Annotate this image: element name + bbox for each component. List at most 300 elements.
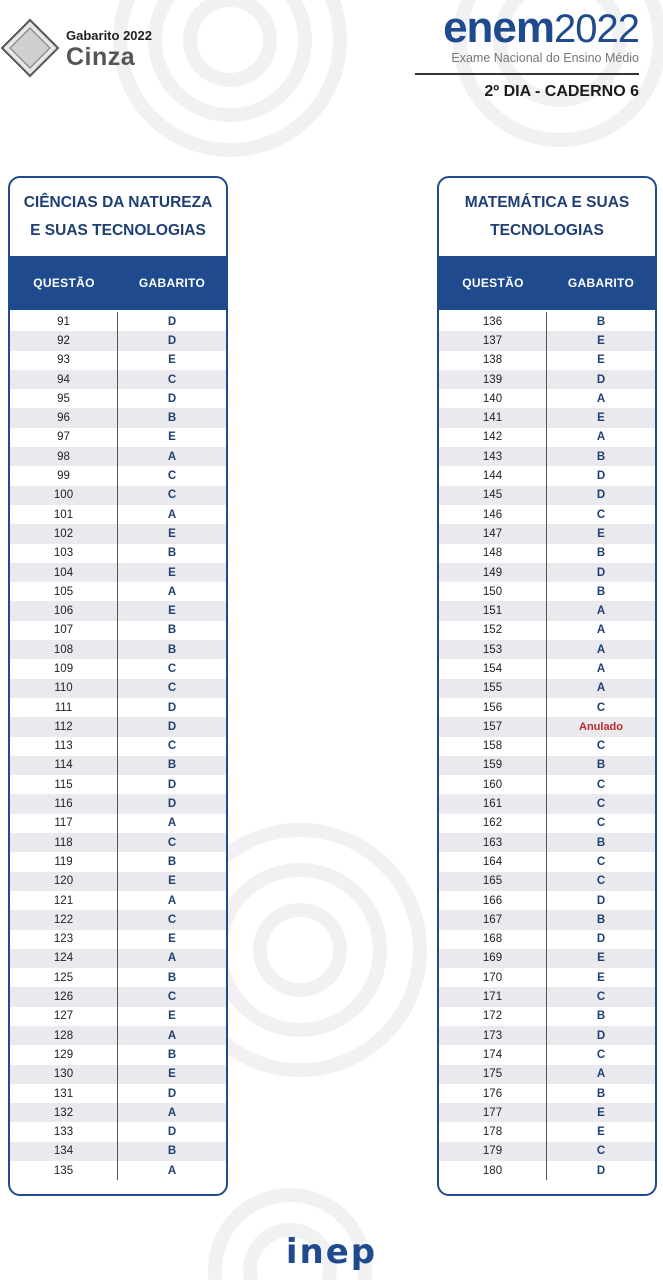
question-number: 180 bbox=[439, 1161, 547, 1180]
table-row bbox=[439, 466, 655, 485]
question-number: 121 bbox=[10, 891, 118, 910]
table-row bbox=[10, 1161, 226, 1180]
question-number: 168 bbox=[439, 930, 547, 949]
answer-key: A bbox=[596, 392, 606, 405]
answer-key: C bbox=[167, 682, 177, 695]
answer-key: E bbox=[168, 1010, 176, 1023]
table-row bbox=[10, 872, 226, 891]
table-row bbox=[439, 505, 655, 524]
table-row bbox=[439, 486, 655, 505]
table-row bbox=[439, 331, 655, 350]
question-number: 123 bbox=[10, 930, 118, 949]
question-number: 158 bbox=[439, 737, 547, 756]
table-row bbox=[10, 524, 226, 543]
question-number: 137 bbox=[439, 331, 547, 350]
answer-key: A bbox=[596, 643, 606, 656]
table-row bbox=[10, 601, 226, 620]
answer-key: C bbox=[596, 817, 606, 830]
column-header-question: QUESTÃO bbox=[462, 276, 524, 290]
answer-key: B bbox=[596, 315, 606, 328]
answer-key: B bbox=[167, 1048, 177, 1061]
question-number: 153 bbox=[439, 640, 547, 659]
question-number: 92 bbox=[10, 331, 118, 350]
question-number: 132 bbox=[10, 1103, 118, 1122]
question-number: 144 bbox=[439, 466, 547, 485]
table-row bbox=[439, 659, 655, 678]
question-number: 113 bbox=[10, 737, 118, 756]
table-row bbox=[10, 1065, 226, 1084]
answer-key: D bbox=[167, 720, 177, 733]
table-row bbox=[10, 679, 226, 698]
badge-title: Gabarito 2022 bbox=[66, 28, 152, 43]
table-row bbox=[439, 1065, 655, 1084]
answer-key: E bbox=[168, 933, 176, 946]
answer-key: A bbox=[596, 605, 606, 618]
question-number: 101 bbox=[10, 505, 118, 524]
answer-key: D bbox=[596, 489, 606, 502]
table-body bbox=[439, 310, 655, 1180]
answer-key: A bbox=[596, 624, 606, 637]
table-row bbox=[439, 447, 655, 466]
table-row bbox=[439, 775, 655, 794]
answer-key: D bbox=[167, 778, 177, 791]
table-row bbox=[439, 930, 655, 949]
enem-brand bbox=[409, 4, 639, 101]
answer-key: E bbox=[597, 971, 605, 984]
question-number: 169 bbox=[439, 949, 547, 968]
question-number: 134 bbox=[10, 1142, 118, 1161]
answer-key: A bbox=[167, 817, 177, 830]
question-number: 111 bbox=[10, 698, 118, 717]
answer-key: B bbox=[596, 1087, 606, 1100]
answer-key: D bbox=[596, 373, 606, 386]
table-row bbox=[10, 891, 226, 910]
table-row bbox=[10, 737, 226, 756]
badge-color: Cinza bbox=[66, 43, 136, 71]
question-number: 151 bbox=[439, 601, 547, 620]
answer-key: D bbox=[167, 334, 177, 347]
question-number: 124 bbox=[10, 949, 118, 968]
answer-key: B bbox=[167, 971, 177, 984]
question-number: 139 bbox=[439, 370, 547, 389]
question-number: 133 bbox=[10, 1122, 118, 1141]
table-row bbox=[439, 544, 655, 563]
question-number: 149 bbox=[439, 563, 547, 582]
table-row bbox=[10, 1026, 226, 1045]
table-row bbox=[439, 968, 655, 987]
question-number: 176 bbox=[439, 1084, 547, 1103]
table-row bbox=[439, 987, 655, 1006]
answer-key: E bbox=[597, 1126, 605, 1139]
header-divider bbox=[415, 73, 639, 75]
question-number: 103 bbox=[10, 544, 118, 563]
question-number: 119 bbox=[10, 852, 118, 871]
table-row bbox=[10, 930, 226, 949]
question-number: 161 bbox=[439, 794, 547, 813]
table-row bbox=[10, 1007, 226, 1026]
answer-key: B bbox=[167, 547, 177, 560]
question-number: 112 bbox=[10, 717, 118, 736]
question-number: 115 bbox=[10, 775, 118, 794]
answer-key: C bbox=[596, 1145, 606, 1158]
table-row bbox=[10, 987, 226, 1006]
answer-key: A bbox=[596, 1068, 606, 1081]
table-row bbox=[10, 447, 226, 466]
table-row bbox=[439, 370, 655, 389]
question-number: 140 bbox=[439, 389, 547, 408]
diamond-badge-icon bbox=[0, 18, 64, 78]
question-number: 175 bbox=[439, 1065, 547, 1084]
gabarito-badge bbox=[0, 18, 180, 78]
table-row bbox=[10, 621, 226, 640]
answer-key: E bbox=[168, 566, 176, 579]
table-matematica bbox=[437, 176, 657, 1196]
table-title bbox=[439, 178, 655, 256]
table-row bbox=[439, 351, 655, 370]
enem-logo bbox=[409, 4, 639, 53]
answer-key: D bbox=[167, 1087, 177, 1100]
question-number: 130 bbox=[10, 1065, 118, 1084]
table-row bbox=[10, 717, 226, 736]
answer-key: E bbox=[597, 354, 605, 367]
answer-annulled: Anulado bbox=[579, 720, 623, 733]
table-row bbox=[10, 331, 226, 350]
question-number: 156 bbox=[439, 698, 547, 717]
question-number: 142 bbox=[439, 428, 547, 447]
table-row bbox=[439, 428, 655, 447]
answer-key: D bbox=[596, 470, 606, 483]
table-row bbox=[439, 524, 655, 543]
question-number: 157 bbox=[439, 717, 547, 736]
question-number: 117 bbox=[10, 814, 118, 833]
table-row bbox=[439, 312, 655, 331]
answer-key: B bbox=[596, 1010, 606, 1023]
table-row bbox=[10, 698, 226, 717]
table-row bbox=[439, 1026, 655, 1045]
answer-key: B bbox=[596, 450, 606, 463]
table-row bbox=[439, 408, 655, 427]
table-row bbox=[10, 351, 226, 370]
question-number: 104 bbox=[10, 563, 118, 582]
answer-key: C bbox=[596, 875, 606, 888]
question-number: 148 bbox=[439, 544, 547, 563]
answer-key: A bbox=[167, 585, 177, 598]
question-number: 96 bbox=[10, 408, 118, 427]
answer-key: B bbox=[167, 855, 177, 868]
table-body bbox=[10, 310, 226, 1180]
table-row bbox=[439, 756, 655, 775]
table-row bbox=[439, 1161, 655, 1180]
answer-key: B bbox=[596, 547, 606, 560]
question-number: 155 bbox=[439, 679, 547, 698]
question-number: 172 bbox=[439, 1007, 547, 1026]
answer-key: A bbox=[596, 682, 606, 695]
answer-key: A bbox=[596, 662, 606, 675]
table-row bbox=[439, 1122, 655, 1141]
enem-subtitle: Exame Nacional do Ensino Médio bbox=[451, 51, 639, 65]
answer-key: B bbox=[167, 412, 177, 425]
table-row bbox=[439, 910, 655, 929]
answer-key: C bbox=[167, 740, 177, 753]
answer-key: C bbox=[596, 740, 606, 753]
question-number: 107 bbox=[10, 621, 118, 640]
table-row bbox=[439, 949, 655, 968]
table-row bbox=[10, 466, 226, 485]
answer-key: E bbox=[168, 875, 176, 888]
question-number: 106 bbox=[10, 601, 118, 620]
question-number: 127 bbox=[10, 1007, 118, 1026]
question-number: 108 bbox=[10, 640, 118, 659]
inep-logo: inep bbox=[285, 1232, 378, 1272]
answer-key: C bbox=[167, 991, 177, 1004]
table-row bbox=[10, 833, 226, 852]
table-row bbox=[439, 1007, 655, 1026]
table-row bbox=[10, 389, 226, 408]
answer-key: C bbox=[167, 489, 177, 502]
answer-key: B bbox=[167, 759, 177, 772]
answer-key: A bbox=[167, 508, 177, 521]
answer-key: C bbox=[596, 991, 606, 1004]
question-number: 102 bbox=[10, 524, 118, 543]
table-row bbox=[439, 833, 655, 852]
table-row bbox=[10, 794, 226, 813]
answer-key: C bbox=[596, 1048, 606, 1061]
question-number: 159 bbox=[439, 756, 547, 775]
table-row bbox=[439, 698, 655, 717]
table-row bbox=[10, 910, 226, 929]
question-number: 163 bbox=[439, 833, 547, 852]
table-title-line2: E SUAS TECNOLOGIAS bbox=[30, 222, 206, 239]
answer-key: D bbox=[167, 701, 177, 714]
question-number: 143 bbox=[439, 447, 547, 466]
table-row bbox=[439, 872, 655, 891]
table-row bbox=[439, 737, 655, 756]
question-number: 170 bbox=[439, 968, 547, 987]
table-row bbox=[10, 428, 226, 447]
table-row bbox=[10, 775, 226, 794]
question-number: 116 bbox=[10, 794, 118, 813]
column-header-question: QUESTÃO bbox=[33, 276, 95, 290]
answer-key: D bbox=[596, 1029, 606, 1042]
answer-key: B bbox=[167, 624, 177, 637]
question-number: 114 bbox=[10, 756, 118, 775]
table-row bbox=[10, 852, 226, 871]
answer-key: B bbox=[596, 759, 606, 772]
question-number: 91 bbox=[10, 312, 118, 331]
question-number: 145 bbox=[439, 486, 547, 505]
table-row bbox=[10, 582, 226, 601]
answer-key: C bbox=[167, 836, 177, 849]
question-number: 146 bbox=[439, 505, 547, 524]
question-number: 138 bbox=[439, 351, 547, 370]
answer-key: A bbox=[167, 1029, 177, 1042]
answer-key: D bbox=[596, 894, 606, 907]
answer-key: D bbox=[596, 566, 606, 579]
answer-key: D bbox=[167, 798, 177, 811]
question-number: 162 bbox=[439, 814, 547, 833]
question-number: 97 bbox=[10, 428, 118, 447]
table-row bbox=[439, 1103, 655, 1122]
question-number: 173 bbox=[439, 1026, 547, 1045]
table-row bbox=[10, 1103, 226, 1122]
question-number: 154 bbox=[439, 659, 547, 678]
enem-logo-year: 2022 bbox=[554, 7, 639, 51]
table-row bbox=[10, 1084, 226, 1103]
table-row bbox=[10, 370, 226, 389]
answer-key: C bbox=[596, 798, 606, 811]
answer-key: E bbox=[168, 354, 176, 367]
answer-key: E bbox=[597, 1106, 605, 1119]
table-title-line2: TECNOLOGIAS bbox=[490, 222, 604, 239]
answer-key: A bbox=[596, 431, 606, 444]
question-number: 135 bbox=[10, 1161, 118, 1180]
table-row bbox=[439, 640, 655, 659]
answer-key: E bbox=[597, 952, 605, 965]
table-ciencias-natureza bbox=[8, 176, 228, 1196]
table-row bbox=[439, 852, 655, 871]
question-number: 122 bbox=[10, 910, 118, 929]
question-number: 95 bbox=[10, 389, 118, 408]
answer-key: D bbox=[167, 1126, 177, 1139]
table-title bbox=[10, 178, 226, 256]
table-row bbox=[10, 814, 226, 833]
table-row bbox=[439, 794, 655, 813]
table-row bbox=[439, 389, 655, 408]
question-number: 160 bbox=[439, 775, 547, 794]
answer-key: D bbox=[596, 933, 606, 946]
answer-key: C bbox=[167, 470, 177, 483]
table-row bbox=[10, 312, 226, 331]
question-number: 99 bbox=[10, 466, 118, 485]
answer-key: C bbox=[596, 778, 606, 791]
answer-key: E bbox=[168, 527, 176, 540]
question-number: 125 bbox=[10, 968, 118, 987]
exam-day: 2º DIA bbox=[484, 83, 531, 100]
question-number: 164 bbox=[439, 852, 547, 871]
question-number: 167 bbox=[439, 910, 547, 929]
question-number: 141 bbox=[439, 408, 547, 427]
table-row bbox=[10, 408, 226, 427]
question-number: 128 bbox=[10, 1026, 118, 1045]
answer-key: C bbox=[167, 913, 177, 926]
answer-key: B bbox=[596, 836, 606, 849]
answer-key: A bbox=[167, 1164, 177, 1177]
question-number: 100 bbox=[10, 486, 118, 505]
answer-key: B bbox=[596, 913, 606, 926]
exam-booklet: CADERNO 6 bbox=[544, 83, 639, 100]
answer-key: E bbox=[597, 412, 605, 425]
table-title-line1: CIÊNCIAS DA NATUREZA bbox=[23, 194, 213, 211]
table-row bbox=[10, 968, 226, 987]
question-number: 131 bbox=[10, 1084, 118, 1103]
table-row bbox=[10, 640, 226, 659]
table-row bbox=[439, 891, 655, 910]
table-title-line1: MATEMÁTICA E SUAS bbox=[464, 194, 630, 211]
question-number: 152 bbox=[439, 621, 547, 640]
question-number: 165 bbox=[439, 872, 547, 891]
answer-key: D bbox=[167, 315, 177, 328]
table-row bbox=[10, 949, 226, 968]
table-row bbox=[439, 717, 655, 736]
question-number: 129 bbox=[10, 1045, 118, 1064]
question-number: 93 bbox=[10, 351, 118, 370]
question-number: 178 bbox=[439, 1122, 547, 1141]
answer-key: C bbox=[596, 701, 606, 714]
table-row bbox=[10, 563, 226, 582]
answer-key: E bbox=[168, 1068, 176, 1081]
question-number: 171 bbox=[439, 987, 547, 1006]
question-number: 136 bbox=[439, 312, 547, 331]
table-row bbox=[10, 756, 226, 775]
table-row bbox=[439, 679, 655, 698]
table-row bbox=[439, 563, 655, 582]
column-header-answer: GABARITO bbox=[567, 276, 635, 290]
question-number: 118 bbox=[10, 833, 118, 852]
answer-key: E bbox=[168, 605, 176, 618]
answer-key: A bbox=[167, 894, 177, 907]
table-row bbox=[10, 544, 226, 563]
question-number: 109 bbox=[10, 659, 118, 678]
table-row bbox=[439, 814, 655, 833]
table-row bbox=[439, 1045, 655, 1064]
answer-key: B bbox=[167, 1145, 177, 1158]
table-row bbox=[439, 601, 655, 620]
table-row bbox=[439, 1084, 655, 1103]
answer-key: A bbox=[167, 952, 177, 965]
answer-key: B bbox=[596, 585, 606, 598]
answer-key: C bbox=[596, 855, 606, 868]
question-number: 98 bbox=[10, 447, 118, 466]
answer-key: D bbox=[167, 392, 177, 405]
answer-key: C bbox=[596, 508, 606, 521]
table-row bbox=[10, 486, 226, 505]
answer-key: E bbox=[597, 527, 605, 540]
answer-key: E bbox=[597, 334, 605, 347]
question-number: 179 bbox=[439, 1142, 547, 1161]
answer-key: C bbox=[167, 373, 177, 386]
exam-day-booklet bbox=[409, 83, 639, 101]
question-number: 177 bbox=[439, 1103, 547, 1122]
answer-key: C bbox=[167, 662, 177, 675]
table-row bbox=[10, 1142, 226, 1161]
question-number: 110 bbox=[10, 679, 118, 698]
answer-key: E bbox=[168, 431, 176, 444]
question-number: 147 bbox=[439, 524, 547, 543]
question-number: 126 bbox=[10, 987, 118, 1006]
table-row bbox=[10, 659, 226, 678]
table-header bbox=[10, 256, 226, 310]
enem-logo-main: enem bbox=[443, 3, 555, 52]
table-row bbox=[439, 1142, 655, 1161]
question-number: 174 bbox=[439, 1045, 547, 1064]
table-row bbox=[10, 1122, 226, 1141]
table-row bbox=[10, 505, 226, 524]
answer-key: A bbox=[167, 450, 177, 463]
answer-key: D bbox=[596, 1164, 606, 1177]
question-number: 94 bbox=[10, 370, 118, 389]
question-number: 105 bbox=[10, 582, 118, 601]
exam-day-separator: - bbox=[530, 83, 545, 100]
table-header bbox=[439, 256, 655, 310]
table-row bbox=[439, 621, 655, 640]
answer-key: A bbox=[167, 1106, 177, 1119]
question-number: 150 bbox=[439, 582, 547, 601]
table-row bbox=[439, 582, 655, 601]
question-number: 166 bbox=[439, 891, 547, 910]
column-header-answer: GABARITO bbox=[138, 276, 206, 290]
table-row bbox=[10, 1045, 226, 1064]
question-number: 120 bbox=[10, 872, 118, 891]
